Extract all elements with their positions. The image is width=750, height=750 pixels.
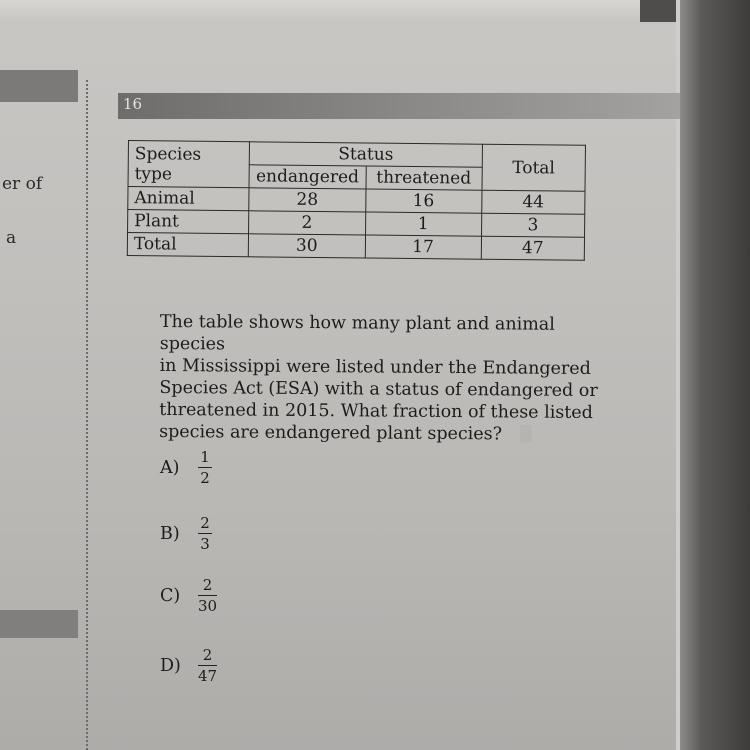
cell-threatened: 16 [365, 189, 481, 213]
fraction [198, 646, 217, 685]
numerator: 2 [202, 646, 213, 664]
header-species-type: Species type [128, 141, 250, 188]
row-label: Animal [128, 187, 249, 211]
denominator: 3 [200, 535, 210, 553]
choice-label: D) [160, 655, 181, 676]
denominator: 47 [198, 667, 218, 685]
fraction-bar [198, 467, 212, 468]
table-row [127, 233, 584, 261]
cut-off-text: a [6, 228, 17, 248]
choice-label: B) [160, 523, 180, 544]
cell-endangered: 2 [249, 211, 365, 235]
question-number: 16 [123, 95, 143, 113]
cell-threatened: 1 [365, 212, 481, 236]
previous-question-bar-bottom [0, 610, 78, 638]
cell-total: 44 [482, 190, 585, 214]
question-text [159, 311, 600, 446]
cell-endangered: 30 [249, 234, 365, 258]
numerator: 2 [200, 514, 210, 532]
header-status: Status [249, 142, 482, 167]
cell-endangered: 28 [249, 188, 365, 212]
denominator: 2 [200, 469, 210, 487]
right-shadow [680, 0, 750, 750]
choice-d[interactable] [160, 646, 217, 685]
row-label: Total [127, 233, 248, 257]
header-total: Total [482, 144, 586, 191]
question-line: species are endangered plant species? [159, 421, 503, 445]
fraction-bar [198, 665, 217, 666]
question-line: The table shows how many plant and animal species [159, 311, 555, 355]
fraction [198, 514, 212, 553]
fraction [198, 576, 217, 615]
question-line: in Mississippi were listed under the Endangered [159, 355, 591, 380]
cell-threatened: 17 [365, 235, 481, 259]
choice-b[interactable] [160, 514, 212, 553]
cell-total: 47 [481, 236, 584, 260]
header-endangered: endangered [249, 165, 365, 189]
fraction [198, 448, 212, 487]
cell-total: 3 [481, 213, 584, 237]
row-label: Plant [128, 210, 249, 234]
previous-question-bar [0, 70, 78, 102]
choice-a[interactable] [160, 448, 212, 487]
table-header-row [128, 141, 585, 169]
cut-off-text: er of [2, 174, 43, 194]
choice-label: C) [160, 585, 181, 606]
header-threatened: threatened [366, 166, 482, 190]
denominator: 30 [198, 597, 218, 615]
page-top-edge [0, 0, 750, 24]
numerator: 2 [202, 576, 213, 594]
question-line: threatened in 2015. What fraction of these listed [159, 399, 593, 424]
fraction-bar [198, 533, 212, 534]
choice-c[interactable] [160, 576, 217, 615]
species-table [127, 140, 586, 261]
fraction-bar [198, 595, 217, 596]
bleed-through-text: ▒ [520, 425, 532, 443]
question-header-bar [118, 93, 680, 119]
numerator: 1 [200, 448, 210, 466]
choice-label: A) [160, 457, 180, 478]
question-line: Species Act (ESA) with a status of endangered or [159, 377, 598, 402]
column-divider [86, 80, 88, 750]
